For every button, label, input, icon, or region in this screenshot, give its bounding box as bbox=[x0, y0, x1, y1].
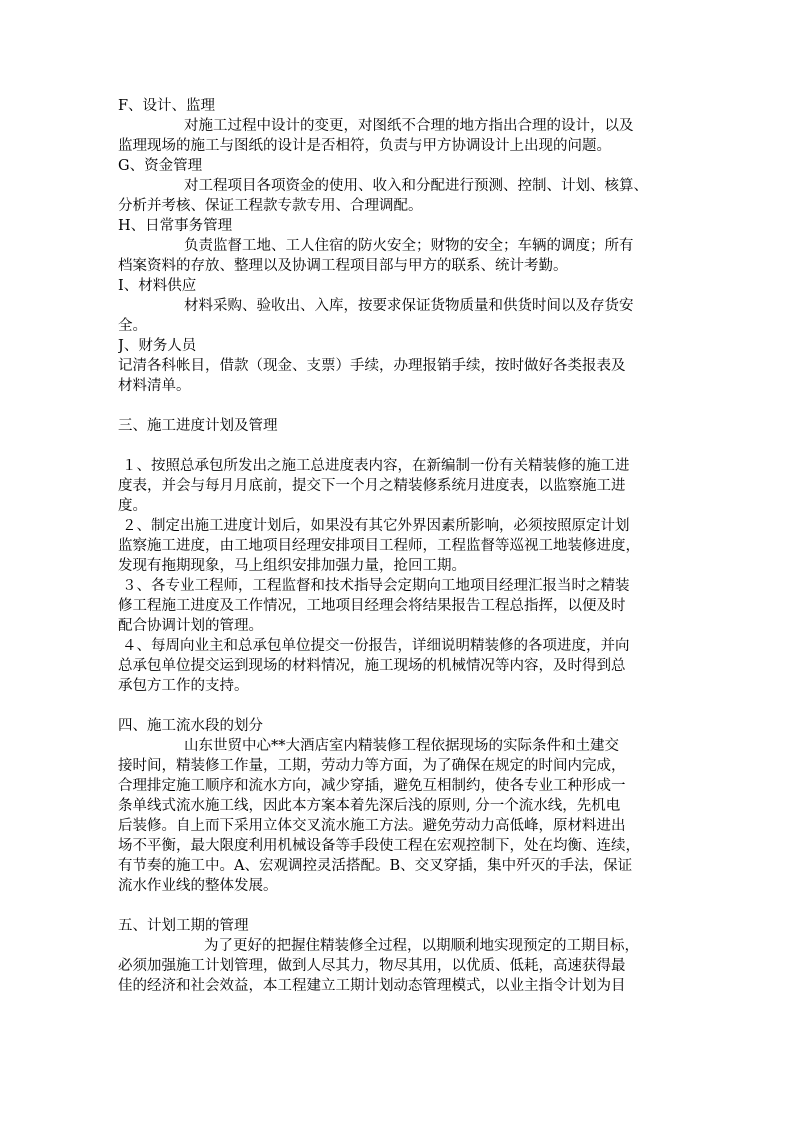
section-five-heading: 五、计划工期的管理 bbox=[118, 918, 249, 934]
section-four-line: 山东世贸中心**大酒店室内精装修工程依据现场的实际条件和土建交 bbox=[184, 738, 619, 754]
section-five-line: 必须加强施工计划管理，做到人尽其力，物尽其用，以优质、低耗，高速获得最 bbox=[118, 958, 626, 974]
section-four-line: 后装修。自上而下采用立体交叉流水施工方法。避免劳动力高低峰，原材料进出 bbox=[118, 818, 626, 834]
section-i-line: 材料采购、验收出、入库，按要求保证货物质量和供货时间以及存货安 bbox=[184, 298, 634, 314]
schedule-item-1-line: 度表，并会与每月月底前，提交下一个月之精装修系统月进度表，以监察施工进 bbox=[118, 478, 626, 494]
section-four-line: 场不平衡，最大限度利用机械设备等手段使工程在宏观控制下，处在均衡、连续， bbox=[118, 838, 640, 854]
section-four-heading: 四、施工流水段的划分 bbox=[118, 718, 263, 734]
schedule-item-4-line: 承包方工作的支持。 bbox=[118, 678, 249, 694]
section-i-line: 全。 bbox=[118, 318, 147, 334]
schedule-item-2: ２、制定出施工进度计划后，如果没有其它外界因素所影响，必须按照原定计划 bbox=[122, 518, 630, 534]
section-f-line: 对施工过程中设计的变更，对图纸不合理的地方指出合理的设计，以及 bbox=[184, 118, 634, 134]
section-g-line: 分析并考核、保证工程款专款专用、合理调配。 bbox=[118, 198, 423, 214]
section-four-line: 合理排定施工顺序和流水方向，减少穿插，避免互相制约，使各专业工种形成一 bbox=[118, 778, 626, 794]
section-j-line: 记清各科帐目，借款（现金、支票）手续，办理报销手续，按时做好各类报表及 bbox=[118, 358, 626, 374]
schedule-item-4-line: 总承包单位提交运到现场的材料情况，施工现场的机械情况等内容，及时得到总 bbox=[118, 658, 626, 674]
schedule-item-1: １、按照总承包所发出之施工总进度表内容，在新编制一份有关精装修的施工进 bbox=[122, 458, 630, 474]
blank-line bbox=[118, 696, 680, 716]
blank-line bbox=[118, 436, 680, 456]
section-five-line: 佳的经济和社会效益，本工程建立工期计划动态管理模式，以业主指令计划为目 bbox=[118, 978, 626, 994]
section-j-line: 材料清单。 bbox=[118, 378, 191, 394]
section-i-heading: I、材料供应 bbox=[118, 278, 197, 294]
schedule-item-4: ４、每周向业主和总承包单位提交一份报告，详细说明精装修的各项进度，并向 bbox=[122, 638, 630, 654]
schedule-item-3: ３、各专业工程师，工程监督和技术指导会定期向工地项目经理汇报当时之精装 bbox=[122, 578, 630, 594]
section-f-line: 监理现场的施工与图纸的设计是否相符，负责与甲方协调设计上出现的问题。 bbox=[118, 138, 611, 154]
section-h-heading: H、日常事务管理 bbox=[118, 218, 233, 234]
section-j-heading: J、财务人员 bbox=[118, 338, 197, 354]
schedule-item-2-line: 监察施工进度，由工地项目经理安排项目工程师，工程监督等巡视工地装修进度， bbox=[118, 538, 640, 554]
blank-line bbox=[118, 396, 680, 416]
section-four-line: 流水作业线的整体发展。 bbox=[118, 878, 278, 894]
section-five-line: 为了更好的把握住精装修全过程，以期顺利地实现预定的工期目标， bbox=[204, 938, 639, 954]
section-h-line: 负责监督工地、工人住宿的防火安全；财物的安全；车辆的调度；所有 bbox=[184, 238, 634, 254]
schedule-item-3-line: 修工程施工进度及工作情况，工地项目经理会将结果报告工程总指挥，以便及时 bbox=[118, 598, 626, 614]
section-g-heading: G、资金管理 bbox=[118, 158, 203, 174]
schedule-item-1-line: 度。 bbox=[118, 498, 147, 514]
section-h-line: 档案资料的存放、整理以及协调工程项目部与甲方的联系、统计考勤。 bbox=[118, 258, 568, 274]
document-body bbox=[118, 96, 680, 996]
schedule-item-2-line: 发现有拖期现象，马上组织安排加强力量，抢回工期。 bbox=[118, 558, 466, 574]
section-g-line: 对工程项目各项资金的使用、收入和分配进行预测、控制、计划、核算、 bbox=[184, 178, 648, 194]
schedule-item-3-line: 配合协调计划的管理。 bbox=[118, 618, 263, 634]
section-four-line: 接时间，精装修工作量，工期，劳动力等方面，为了确保在规定的时间内完成， bbox=[118, 758, 626, 774]
section-four-line: 有节奏的施工中。A、宏观调控灵活搭配。B、交叉穿插，集中歼灭的手法，保证 bbox=[118, 858, 633, 874]
section-four-line: 条单线式流水施工线，因此本方案本着先深后浅的原则, 分一个流水线，先机电 bbox=[118, 798, 621, 814]
section-f-heading: F、设计、监理 bbox=[118, 98, 216, 114]
section-three-heading: 三、施工进度计划及管理 bbox=[118, 418, 278, 434]
blank-line bbox=[118, 896, 680, 916]
